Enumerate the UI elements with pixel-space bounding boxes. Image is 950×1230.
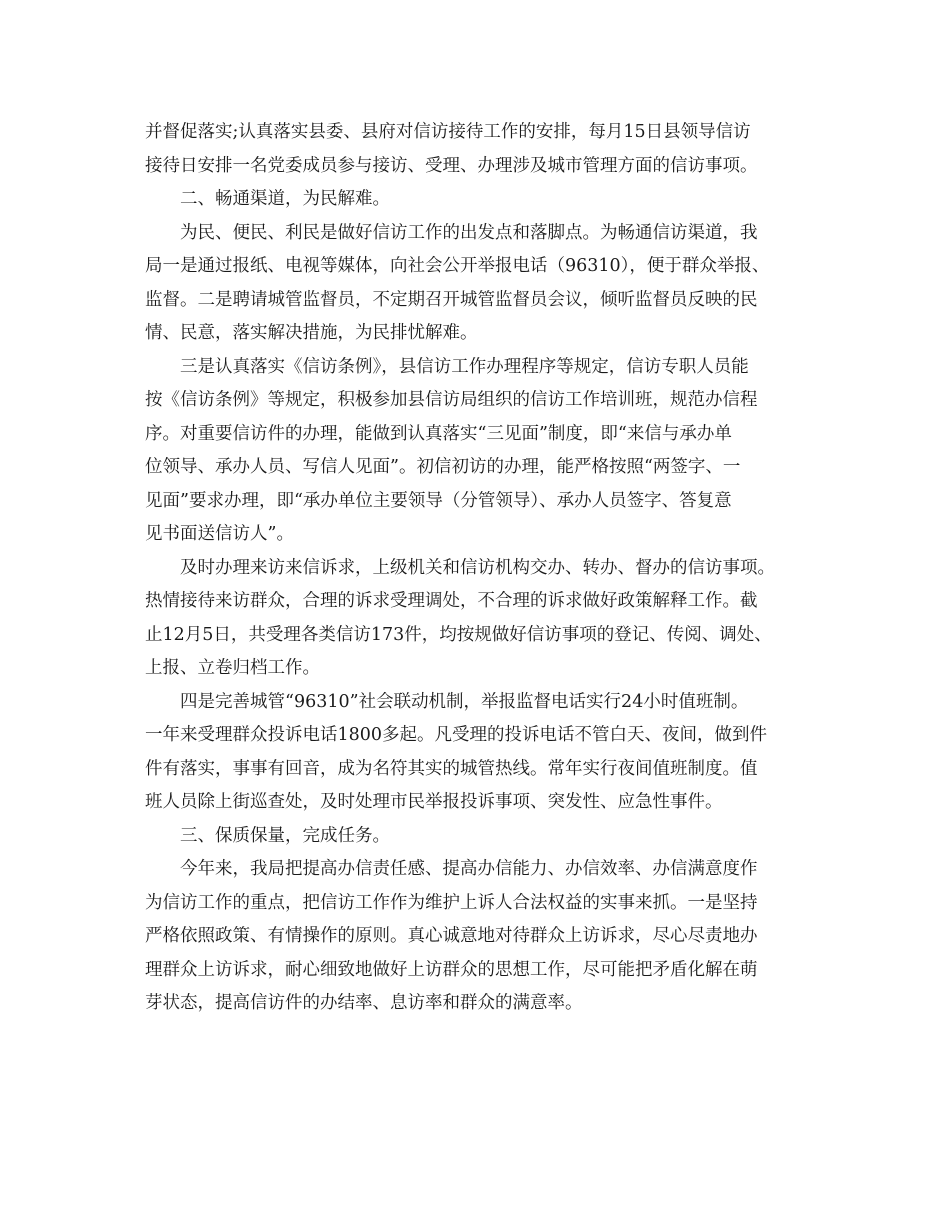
text-line: 班人员除上街巡查处，及时处理市民举报投诉事项、突发性、应急性事件。 [145, 792, 723, 812]
text-line: 二、畅通渠道，为民解难。 [180, 189, 390, 209]
document-body [145, 116, 815, 1021]
text-line: 三是认真落实《信访条例》，县信访工作办理程序等规定，信访专职人员能 [180, 356, 749, 377]
text-line: 为信访工作的重点，把信访工作作为维护上诉人合法权益的实事来抓。一是坚持 [145, 892, 758, 913]
text-line: 并督促落实;认真落实县委、县府对信访接待工作的安排，每月15日县领导信访 [145, 122, 751, 142]
text-line: 三、保质保量，完成任务。 [180, 825, 390, 846]
text-line: 接待日安排一名党委成员参与接访、受理、办理涉及城市管理方面的信访事项。 [145, 155, 758, 176]
text-line: 一年来受理群众投诉电话1800多起。凡受理的投诉电话不管白天、夜间，做到件 [145, 725, 768, 745]
text-line: 见书面送信访人”。 [145, 524, 294, 544]
text-line: 理群众上访诉求，耐心细致地做好上访群众的思想工作，尽可能把矛盾化解在萌 [145, 959, 758, 980]
text-line: 位领导、承办人员、写信人见面”。初信初访的办理，能严格按照“两签字、一 [145, 457, 741, 477]
text-line: 件有落实，事事有回音，成为名符其实的城管热线。常年实行夜间值班制度。值 [145, 758, 758, 779]
text-line: 局一是通过报纸、电视等媒体，向社会公开举报电话（96310），便于群众举报、 [145, 256, 770, 276]
text-line: 上报、立卷归档工作。 [145, 658, 320, 678]
text-line: 四是完善城管“96310”社会联动机制，举报监督电话实行24小时值班制。 [180, 691, 749, 712]
text-line: 为民、便民、利民是做好信访工作的出发点和落脚点。为畅通信访渠道，我 [180, 222, 758, 243]
text-line: 监督。二是聘请城管监督员，不定期召开城管监督员会议，倾听监督员反映的民 [145, 289, 758, 310]
text-line: 及时办理来访来信诉求，上级机关和信访机构交办、转办、督办的信访事项。 [180, 557, 775, 578]
text-line: 按《信访条例》等规定，积极参加县信访局组织的信访工作培训班，规范办信程 [145, 390, 758, 410]
text-line: 情、民意，落实解决措施，为民排忧解难。 [145, 323, 478, 343]
text-line: 见面”要求办理，即“承办单位主要领导（分管领导）、承办人员签字、答复意 [145, 490, 732, 511]
text-line: 止12月5日，共受理各类信访173件，均按规做好信访事项的登记、传阅、调处、 [145, 624, 772, 645]
text-line: 严格依照政策、有情操作的原则。真心诚意地对待群众上访诉求，尽心尽责地办 [145, 926, 758, 946]
text-line: 芽状态，提高信访件的办结率、息访率和群众的满意率。 [145, 993, 583, 1013]
text-line: 序。对重要信访件的办理，能做到认真落实“三见面”制度，即“来信与承办单 [145, 423, 732, 444]
text-line: 热情接待来访群众，合理的诉求受理调处，不合理的诉求做好政策解释工作。截 [145, 591, 758, 611]
text-line: 今年来，我局把提高办信责任感、提高办信能力、办信效率、办信满意度作 [180, 859, 758, 879]
